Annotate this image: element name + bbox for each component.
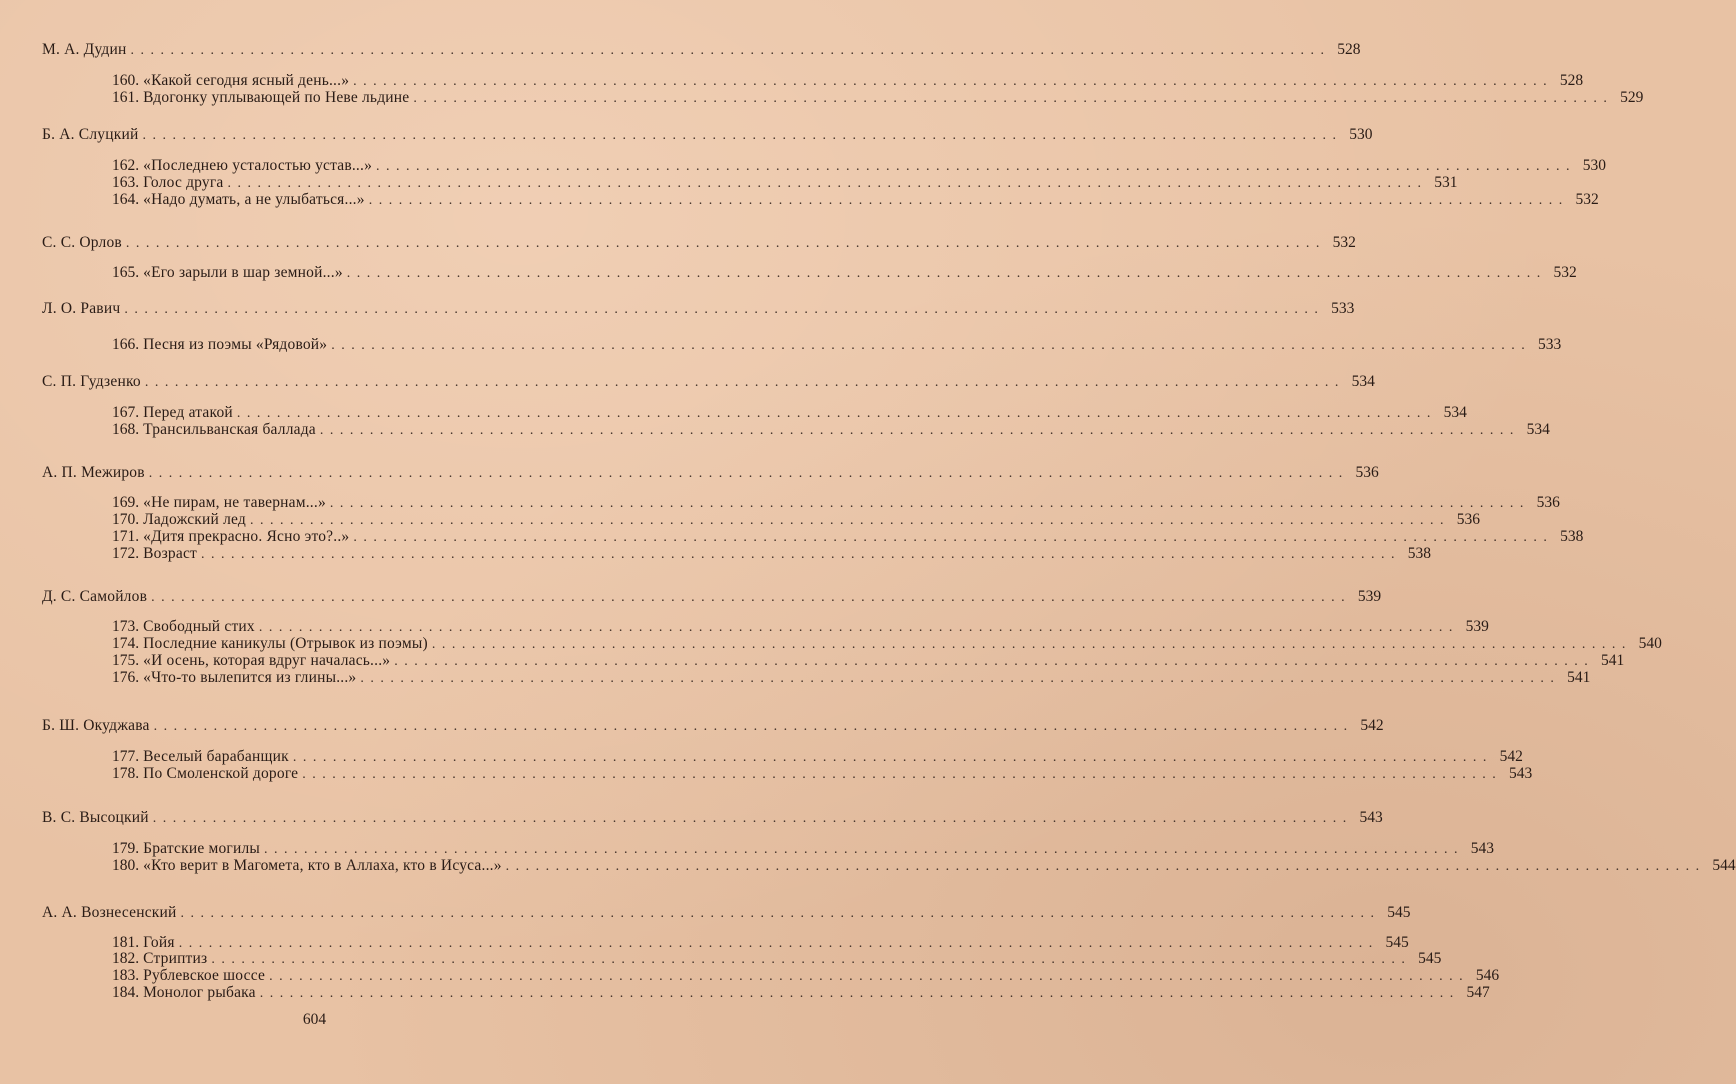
toc-poem-title: Ладожский лед [143,511,246,528]
toc-poem-number: 176. [112,669,140,686]
toc-poem-title: «Его зарыли в шар земной...» [143,264,343,281]
toc-page-ref: 528 [1337,41,1361,58]
toc-page-ref: 539 [1357,588,1382,605]
toc-page-ref: 532 [1575,191,1599,208]
toc-poem-title: «Дитя прекрасно. Ясно это?..» [143,528,350,545]
dot-leader: ........................................................................................................................ [227,176,1428,191]
toc-page-ref: 533 [1331,300,1355,317]
toc-page-ref: 536 [1355,464,1379,481]
toc-author-entry [42,300,1355,318]
toc-page-ref: 530 [1582,157,1607,174]
toc-poem-title: «Последнею усталостью устав...» [143,157,373,174]
toc-author-entry [42,588,1382,606]
toc-author-name: Б. Ш. Окуджава [42,717,150,734]
toc-poem-number: 183. [112,967,140,984]
toc-poem-entry [112,174,1458,192]
toc-poem-title: Возраст [143,545,198,562]
dot-leader: ........................................................................................................................ [353,74,1554,89]
toc-poem-title: Братские могилы [143,840,261,857]
toc-poem-entry [112,857,1736,875]
dot-leader: ........................................................................................................................ [249,513,1450,528]
toc-page-ref: 534 [1443,404,1467,421]
toc-poem-number: 173. [112,618,140,635]
toc-poem-title: «Что-то вылепится из глины...» [143,669,357,686]
toc-page-ref: 543 [1359,809,1383,826]
toc-author-name: Д. С. Самойлов [42,588,148,605]
page-number: 604 [302,1011,327,1028]
toc-poem-entry [112,72,1584,90]
toc-poem-entry [112,545,1432,563]
dot-leader: ........................................................................................................................ [148,466,1349,481]
toc-author-name: А. П. Межиров [42,464,145,481]
toc-poem-number: 162. [112,157,140,174]
toc-poem-number: 163. [112,174,140,191]
toc-poem-title: Песня из поэмы «Рядовой» [143,336,328,353]
toc-author-entry [42,126,1373,144]
toc-poem-entry [112,635,1662,653]
toc-poem-number: 170. [112,511,140,528]
dot-leader: ........................................................................................................................ [153,719,1354,734]
dot-leader: ........................................................................................................................ [292,750,1493,765]
toc-poem-number: 168. [112,421,140,438]
toc-author-name: А. А. Вознесенский [42,904,177,921]
toc-author-name: М. А. Дудин [42,41,127,58]
dot-leader: ........................................................................................................................ [151,590,1352,605]
toc-poem-entry [112,950,1442,968]
dot-leader: ........................................................................................................................ [346,266,1547,281]
toc-poem-title: Перед атакой [143,404,233,421]
toc-page-ref: 544 [1712,857,1736,874]
toc-poem-title: «Кто верит в Магомета, кто в Аллаха, кто в Исуса...» [143,857,502,874]
toc-page-ref: 538 [1407,545,1432,562]
toc-poem-title: «Какой сегодня ясный день...» [143,72,350,89]
toc-page-ref: 531 [1434,174,1458,191]
toc-poem-title: Голос друга [143,174,224,191]
toc-page-ref: 534 [1526,421,1550,438]
dot-leader: ........................................................................................................................ [329,496,1530,511]
toc-page-ref: 543 [1470,840,1495,857]
dot-leader: ........................................................................................................................ [368,193,1569,208]
toc-poem-number: 164. [112,191,140,208]
toc-poem-entry [112,511,1480,529]
toc-page-ref: 539 [1465,618,1489,635]
dot-leader: ........................................................................................................................ [152,811,1353,826]
toc-poem-number: 174. [112,635,140,652]
toc-poem-title: Последние каникулы (Отрывок из поэмы) [143,635,428,652]
toc-poem-title: Монолог рыбака [143,984,256,1001]
dot-leader: ........................................................................................................................ [360,671,1561,686]
toc-page-ref: 540 [1638,635,1662,652]
toc-poem-entry [112,618,1489,636]
toc-page-ref: 532 [1332,234,1356,251]
dot-leader: ........................................................................................................................ [178,936,1379,951]
dot-leader: ........................................................................................................................ [505,859,1706,874]
toc-poem-number: 181. [112,934,140,951]
toc-poem-entry [112,404,1467,422]
toc-page-ref: 529 [1620,89,1644,106]
toc-poem-number: 166. [112,336,140,353]
toc-poem-title: Веселый барабанщик [143,748,289,765]
toc-poem-entry [112,264,1577,282]
toc-page-ref: 541 [1567,669,1591,686]
dot-leader: ........................................................................................................................ [269,969,1470,984]
toc-author-entry [42,373,1375,391]
dot-leader: ........................................................................................................................ [258,620,1459,635]
toc-poem-number: 178. [112,765,140,782]
toc-poem-entry [112,494,1560,512]
toc-poem-entry [112,528,1584,546]
toc-poem-number: 184. [112,984,140,1001]
toc-author-entry [42,717,1384,735]
toc-poem-entry [112,157,1607,175]
dot-leader: ........................................................................................................................ [319,423,1520,438]
toc-author-name: С. П. Гудзенко [42,373,141,390]
toc-author-entry [42,41,1361,59]
toc-poem-number: 160. [112,72,140,89]
toc-page-ref: 530 [1349,126,1373,143]
toc-poem-entry [112,89,1644,107]
toc-poem-entry [112,840,1495,858]
toc-poem-number: 179. [112,840,140,857]
toc-page-ref: 542 [1360,717,1384,734]
toc-page-ref: 532 [1553,264,1577,281]
toc-poem-title: Рублевское шоссе [143,967,266,984]
dot-leader: ........................................................................................................................ [259,986,1460,1001]
dot-leader: ........................................................................................................................ [124,302,1325,317]
dot-leader: ........................................................................................................................ [264,842,1465,857]
toc-author-name: С. С. Орлов [42,234,122,251]
toc-poem-title: Трансильванская баллада [143,421,316,438]
dot-leader: ........................................................................................................................ [130,43,1331,58]
toc-page-ref: 536 [1456,511,1480,528]
toc-poem-title: «Надо думать, а не улыбаться...» [143,191,365,208]
toc-poem-number: 180. [112,857,140,874]
dot-leader: ........................................................................................................................ [353,530,1554,545]
toc-poem-title: Вдогонку уплывающей по Неве льдине [143,89,410,106]
toc-poem-entry [112,765,1533,783]
dot-leader: ........................................................................................................................ [302,767,1503,782]
toc-poem-entry [112,652,1625,670]
toc-poem-entry [112,669,1591,687]
toc-page-ref: 542 [1499,748,1523,765]
dot-leader: ........................................................................................................................ [142,128,1343,143]
toc-page-ref: 546 [1475,967,1500,984]
toc-page-ref: 538 [1560,528,1584,545]
toc-poem-entry [112,984,1490,1002]
dot-leader: ........................................................................................................................ [394,654,1595,669]
toc-poem-number: 177. [112,748,140,765]
dot-leader: ........................................................................................................................ [201,547,1402,562]
toc-poem-number: 161. [112,89,140,106]
toc-page-ref: 528 [1559,72,1584,89]
toc-author-name: Б. А. Слуцкий [42,126,139,143]
toc-poem-number: 175. [112,652,140,669]
toc-poem-number: 167. [112,404,140,421]
toc-author-entry [42,904,1411,922]
dot-leader: ........................................................................................................................ [211,952,1412,967]
toc-author-entry [42,234,1356,252]
toc-page-ref: 545 [1418,950,1442,967]
toc-poem-number: 165. [112,264,140,281]
toc-poem-title: «И осень, которая вдруг началась...» [143,652,391,669]
dot-leader: ........................................................................................................................ [431,637,1632,652]
toc-poem-number: 172. [112,545,140,562]
toc-page-ref: 541 [1600,652,1625,669]
toc-page-ref: 533 [1538,336,1562,353]
toc-author-name: Л. О. Равич [42,300,121,317]
toc-poem-entry [112,421,1550,439]
dot-leader: ........................................................................................................................ [236,406,1437,421]
toc-poem-entry [112,748,1523,766]
dot-leader: ........................................................................................................................ [180,906,1381,921]
toc-poem-number: 169. [112,494,140,511]
toc-poem-entry [112,967,1500,985]
toc-poem-title: По Смоленской дороге [143,765,299,782]
toc-page-ref: 534 [1351,373,1375,390]
dot-leader: ........................................................................................................................ [413,91,1614,106]
toc-author-entry [42,809,1383,827]
toc-author-entry [42,464,1379,482]
toc-poem-number: 182. [112,950,140,967]
toc-page-ref: 545 [1385,934,1409,951]
toc-page-ref: 536 [1536,494,1560,511]
toc-poem-entry [112,191,1599,209]
dot-leader: ........................................................................................................................ [376,159,1577,174]
dot-leader: ........................................................................................................................ [144,375,1345,390]
toc-poem-title: Свободный стих [143,618,255,635]
toc-page-ref: 543 [1509,765,1533,782]
toc-poem-number: 171. [112,528,140,545]
dot-leader: ........................................................................................................................ [331,338,1532,353]
toc-poem-title: Стриптиз [143,950,208,967]
toc-poem-title: Гойя [143,934,175,951]
toc-page-ref: 545 [1387,904,1411,921]
toc-poem-title: «Не пирам, не тавернам...» [143,494,326,511]
toc-author-name: В. С. Высоцкий [42,809,149,826]
toc-page-ref: 547 [1466,984,1490,1001]
dot-leader: ........................................................................................................................ [125,236,1326,251]
toc-poem-entry [112,336,1562,354]
